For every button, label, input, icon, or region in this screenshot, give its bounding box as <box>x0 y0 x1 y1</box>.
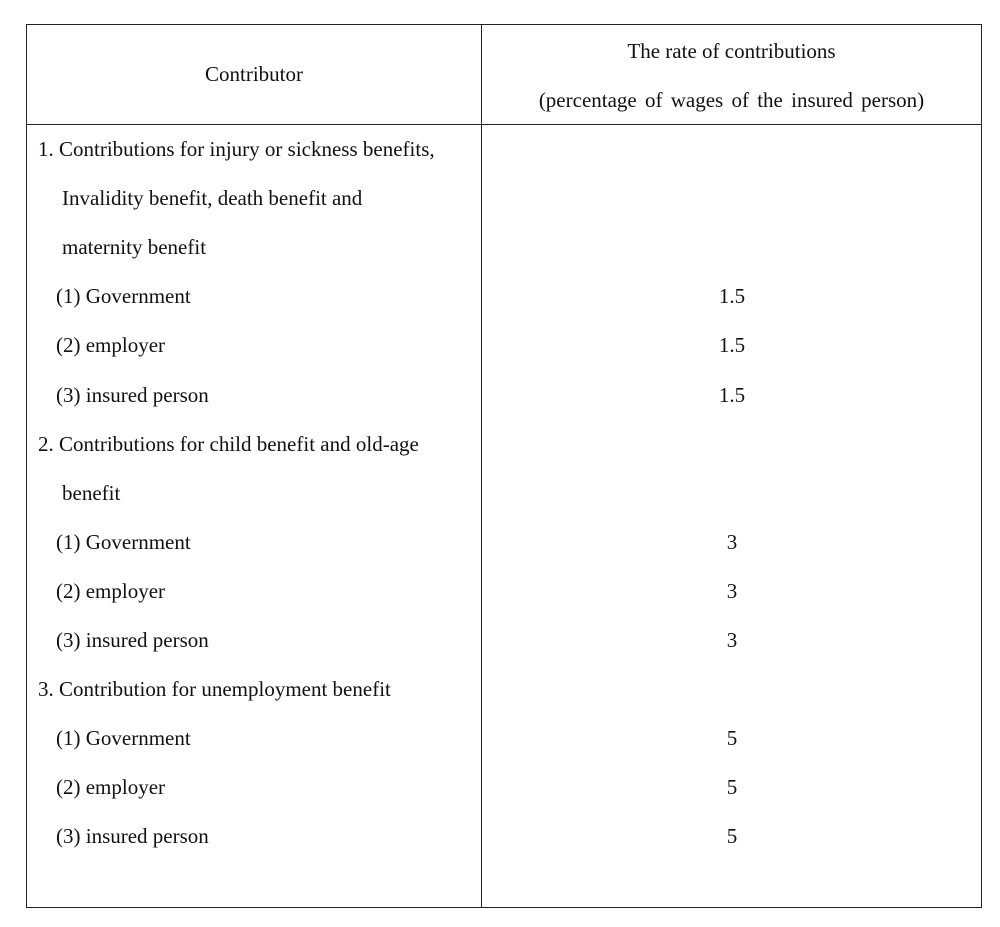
table-row <box>27 272 981 321</box>
table-row <box>27 125 981 174</box>
row-value: 3 <box>726 578 738 603</box>
row-value: 5 <box>726 726 738 751</box>
contribution-rate-table <box>26 24 982 908</box>
table-row <box>27 469 981 518</box>
row-label: (2) employer <box>56 333 166 358</box>
table-row <box>27 370 981 419</box>
table-row <box>27 518 981 567</box>
header-contributor: Contributor <box>205 62 303 86</box>
row-label: (1) Government <box>56 284 191 309</box>
row-label: (3) insured person <box>56 627 209 652</box>
header-rate <box>482 25 981 124</box>
table-row <box>27 174 981 223</box>
row-value: 5 <box>726 775 738 800</box>
row-label: maternity benefit <box>62 235 207 260</box>
table-row <box>27 616 981 665</box>
table-row <box>27 812 981 861</box>
row-label: 3. Contribution for unemployment benefit <box>38 677 391 702</box>
table-row <box>27 714 981 763</box>
table-row <box>27 665 981 714</box>
table-row <box>27 420 981 469</box>
row-label: (1) Government <box>56 529 191 554</box>
row-label: (1) Government <box>56 726 191 751</box>
row-value: 1.5 <box>718 284 746 309</box>
row-value: 3 <box>726 627 738 652</box>
row-value: 3 <box>726 529 738 554</box>
table-row <box>27 321 981 370</box>
row-value: 1.5 <box>718 382 746 407</box>
header-rate-subtitle: (percentage of wages of the insured person) <box>538 88 925 112</box>
row-value: 1.5 <box>718 333 746 358</box>
row-label: 2. Contributions for child benefit and old-age <box>38 431 419 456</box>
table-row <box>27 763 981 812</box>
row-label: (2) employer <box>56 578 166 603</box>
row-label: (3) insured person <box>56 382 209 407</box>
row-label: (2) employer <box>56 775 166 800</box>
row-label: benefit <box>62 480 121 505</box>
row-label: Invalidity benefit, death benefit and <box>62 186 363 211</box>
row-label: 1. Contributions for injury or sickness benefits, <box>38 137 435 162</box>
table-header-row <box>27 25 981 125</box>
table-body <box>27 125 981 861</box>
row-value: 5 <box>726 824 738 849</box>
header-rate-title: The rate of contributions <box>627 39 836 63</box>
table-row <box>27 223 981 272</box>
row-label: (3) insured person <box>56 824 209 849</box>
table-row <box>27 567 981 616</box>
